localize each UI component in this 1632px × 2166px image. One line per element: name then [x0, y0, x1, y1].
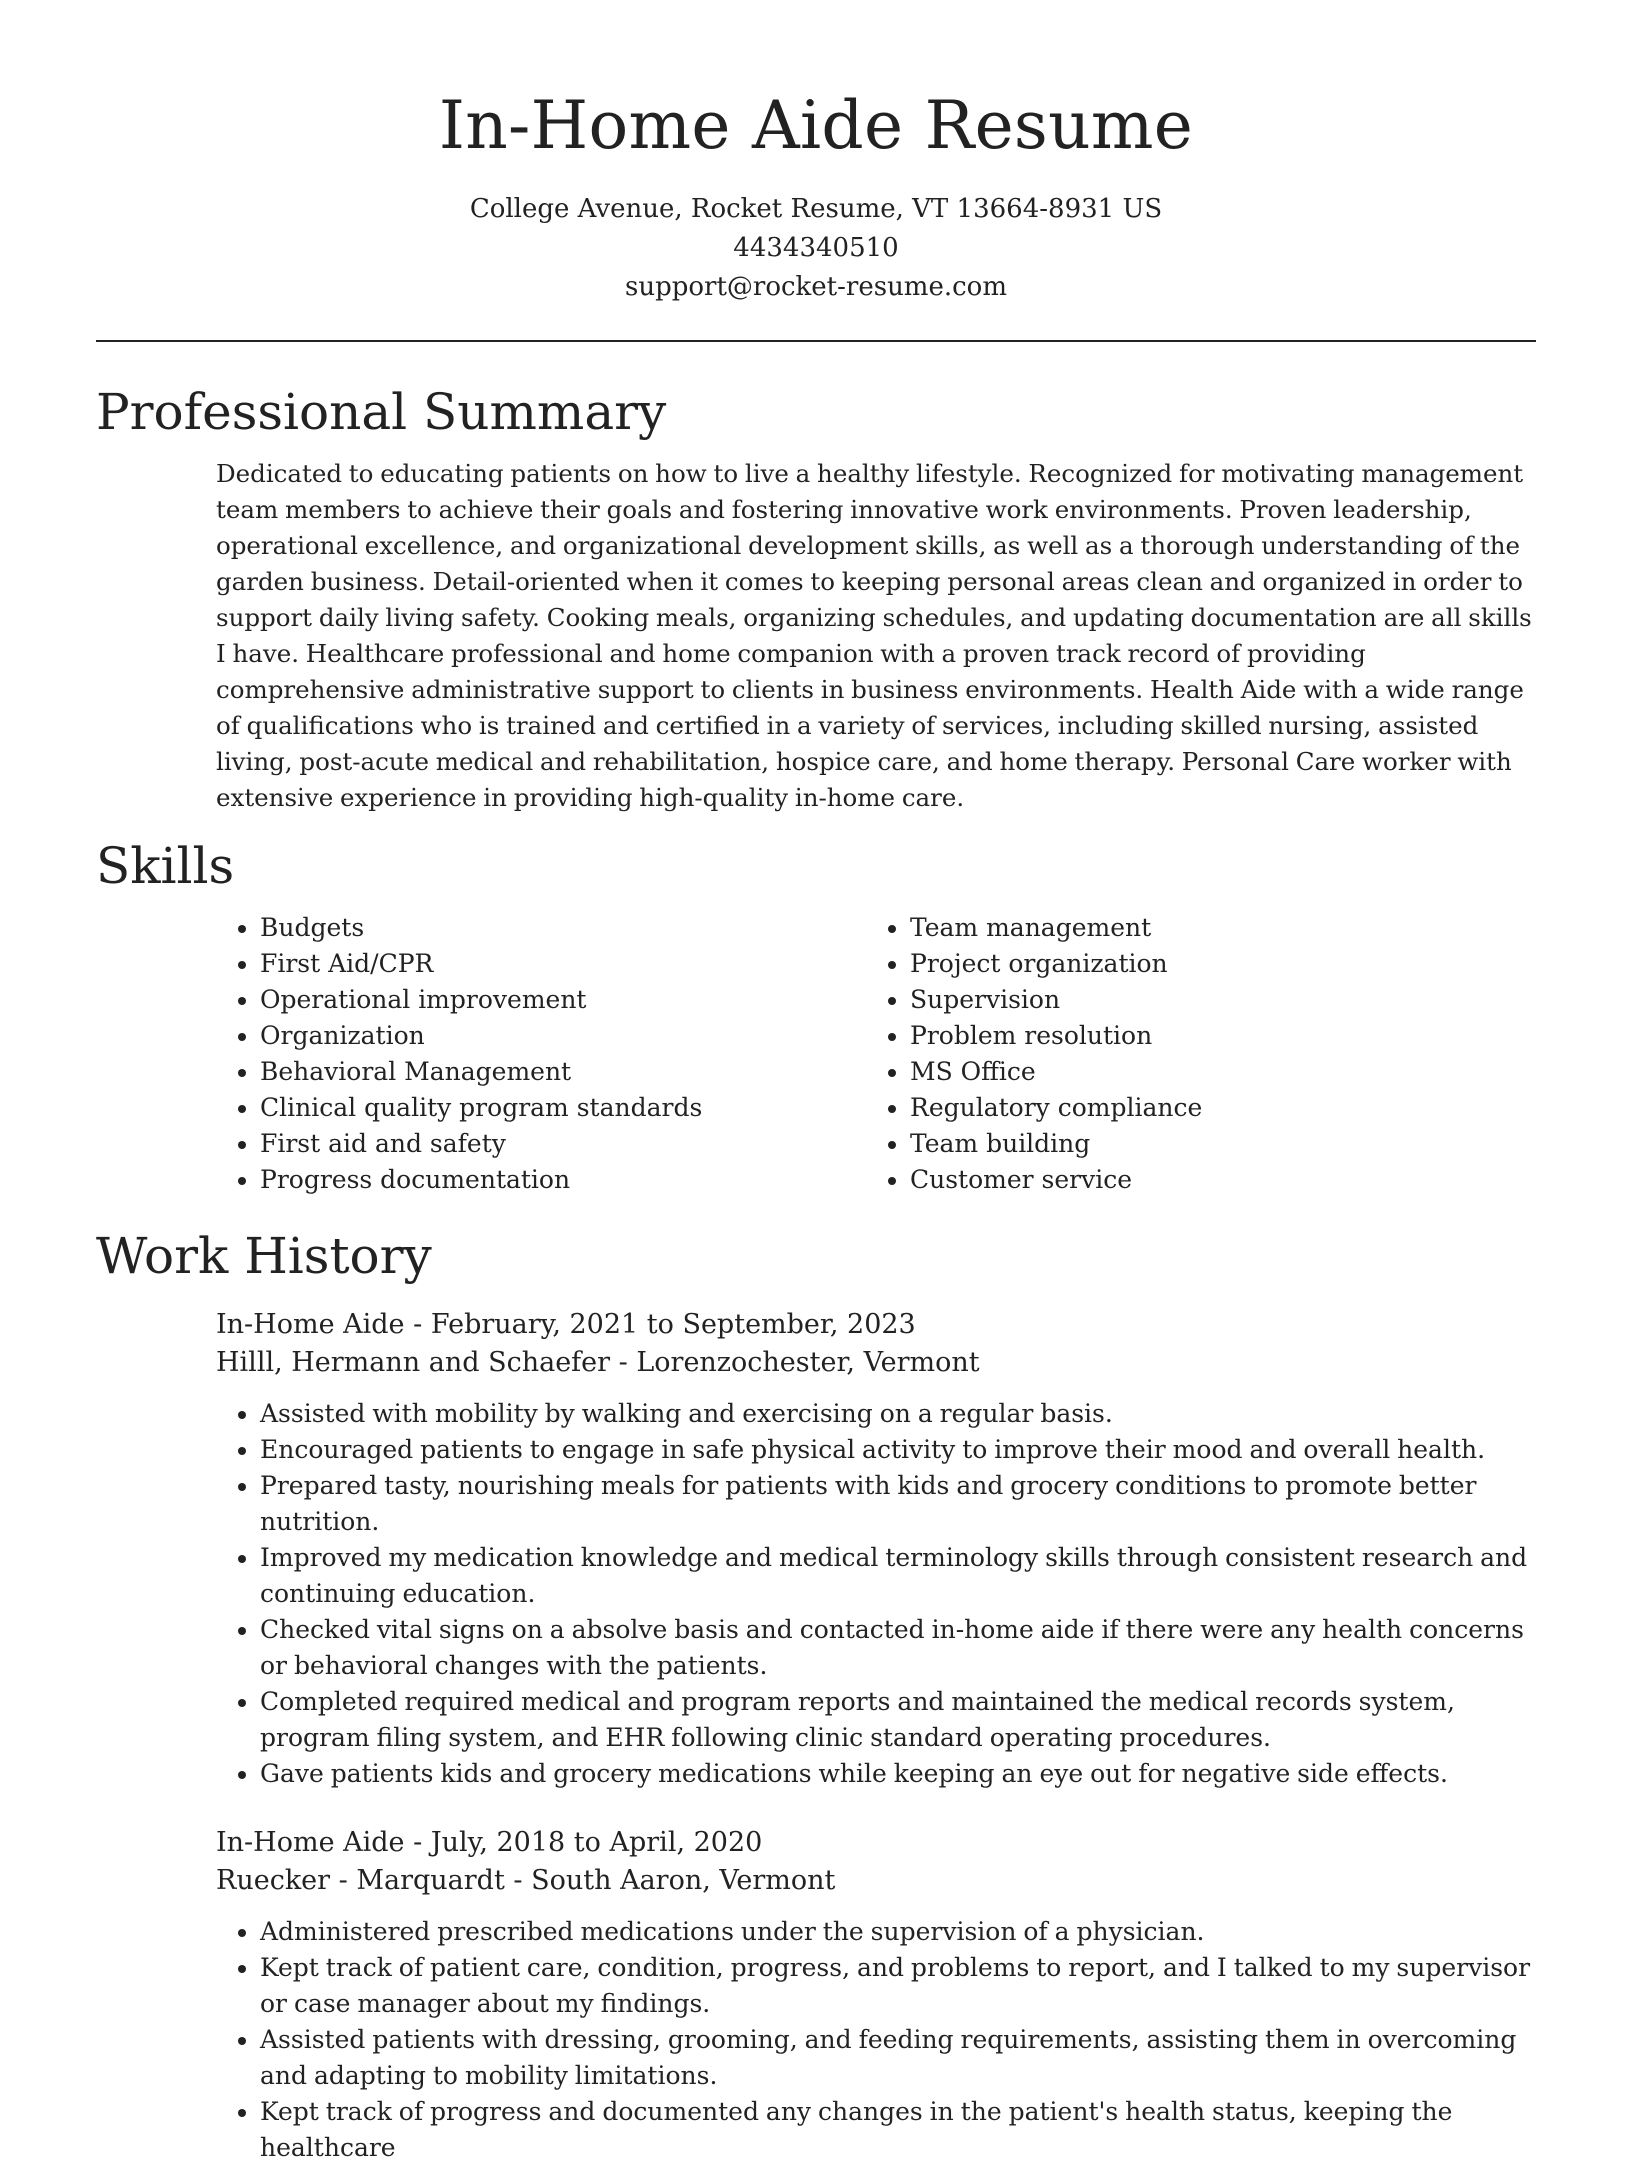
job-duties-list	[216, 1396, 1536, 1792]
address-line: College Avenue, Rocket Resume, VT 13664-8931 US	[469, 194, 1163, 224]
skills-grid	[216, 910, 1536, 1198]
job-role-dates: In-Home Aide - July, 2018 to April, 2020	[216, 1827, 763, 1858]
duty-item: • Checked vital signs on a absolve basis and contacted in-home aide if there were any health concerns or behavioral changes with the patients.	[260, 1612, 1536, 1684]
skill-item: • Team management	[910, 910, 1516, 946]
email-line: support@rocket-resume.com	[624, 272, 1007, 302]
duty-item: • Improved my medication knowledge and medical terminology skills through consistent research and continuing education.	[260, 1540, 1536, 1612]
skill-item: • Project organization	[910, 946, 1516, 982]
skill-item: • Customer service	[910, 1162, 1516, 1198]
skills-list-left	[216, 910, 866, 1198]
duty-item: • Assisted with mobility by walking and exercising on a regular basis.	[260, 1396, 1536, 1432]
duty-item: • Gave patients kids and grocery medications while keeping an eye out for negative side effects.	[260, 1756, 1536, 1792]
resume-header	[96, 0, 1536, 307]
job-role-dates: In-Home Aide - February, 2021 to September, 2023	[216, 1309, 916, 1340]
duty-item: • Prepared tasty, nourishing meals for patients with kids and grocery conditions to promote better nutrition.	[260, 1468, 1536, 1540]
skill-item: • First aid and safety	[260, 1126, 866, 1162]
skill-item: • Team building	[910, 1126, 1516, 1162]
skills-list-right	[866, 910, 1516, 1198]
contact-block	[96, 190, 1536, 307]
skill-item: • Problem resolution	[910, 1018, 1516, 1054]
phone-line: 4434340510	[733, 233, 899, 263]
job-employer-location: Hilll, Hermann and Schaefer - Lorenzochester, Vermont	[216, 1347, 980, 1378]
duty-item: • Completed required medical and program reports and maintained the medical records system, program filing system, and EHR following clinic standard operating procedures.	[260, 1684, 1536, 1756]
skill-item: • Regulatory compliance	[910, 1090, 1516, 1126]
header-divider	[96, 340, 1536, 342]
skill-item: • Behavioral Management	[260, 1054, 866, 1090]
job-entry	[216, 1824, 1536, 2166]
skill-item: • Progress documentation	[260, 1162, 866, 1198]
job-duties-list	[216, 1914, 1536, 2166]
duty-item: • Encouraged patients to engage in safe physical activity to improve their mood and overall health.	[260, 1432, 1536, 1468]
duty-item: • Assisted patients with dressing, grooming, and feeding requirements, assisting them in overcoming and adapting to mobility limitations.	[260, 2022, 1536, 2094]
job-employer-location: Ruecker - Marquardt - South Aaron, Vermont	[216, 1865, 836, 1896]
resume-page	[96, 0, 1536, 2162]
resume-title: In-Home Aide Resume	[438, 87, 1194, 164]
duty-item: • Kept track of patient care, condition, progress, and problems to report, and I talked to my supervisor or case manager about my findings.	[260, 1950, 1536, 2022]
skill-item: • MS Office	[910, 1054, 1516, 1090]
skill-item: • Clinical quality program standards	[260, 1090, 866, 1126]
skill-item: • Organization	[260, 1018, 866, 1054]
skill-item: • Operational improvement	[260, 982, 866, 1018]
skill-item: • First Aid/CPR	[260, 946, 866, 982]
summary-paragraph: Dedicated to educating patients on how to live a healthy lifestyle. Recognized for motivating management team members to achieve their goals and fostering innovative work environments. Proven leadership, operational excellence, and organizational development skills, as well as a thorough understanding of the garden business. Detail-oriented when it comes to keeping personal areas clean and organized in order to support daily living safety. Cooking meals, organizing schedules, and updating documentation are all skills I have. Healthcare professional and home companion with a proven track record of providing comprehensive administrative support to clients in business environments. Health Aide with a wide range of qualifications who is trained and certified in a variety of services, including skilled nursing, assisted living, post-acute medical and rehabilitation, hospice care, and home therapy. Personal Care worker with extensive experience in providing high-quality in-home care.	[216, 459, 1532, 812]
skills-heading: Skills	[96, 837, 235, 895]
work-history-heading: Work History	[96, 1227, 432, 1285]
summary-heading: Professional Summary	[96, 383, 667, 441]
skill-item: • Budgets	[260, 910, 866, 946]
duty-item: • Administered prescribed medications under the supervision of a physician.	[260, 1914, 1536, 1950]
skill-item: • Supervision	[910, 982, 1516, 1018]
job-entry	[216, 1306, 1536, 1792]
duty-item: • Kept track of progress and documented any changes in the patient's health status, keeping the healthcare	[260, 2094, 1536, 2166]
